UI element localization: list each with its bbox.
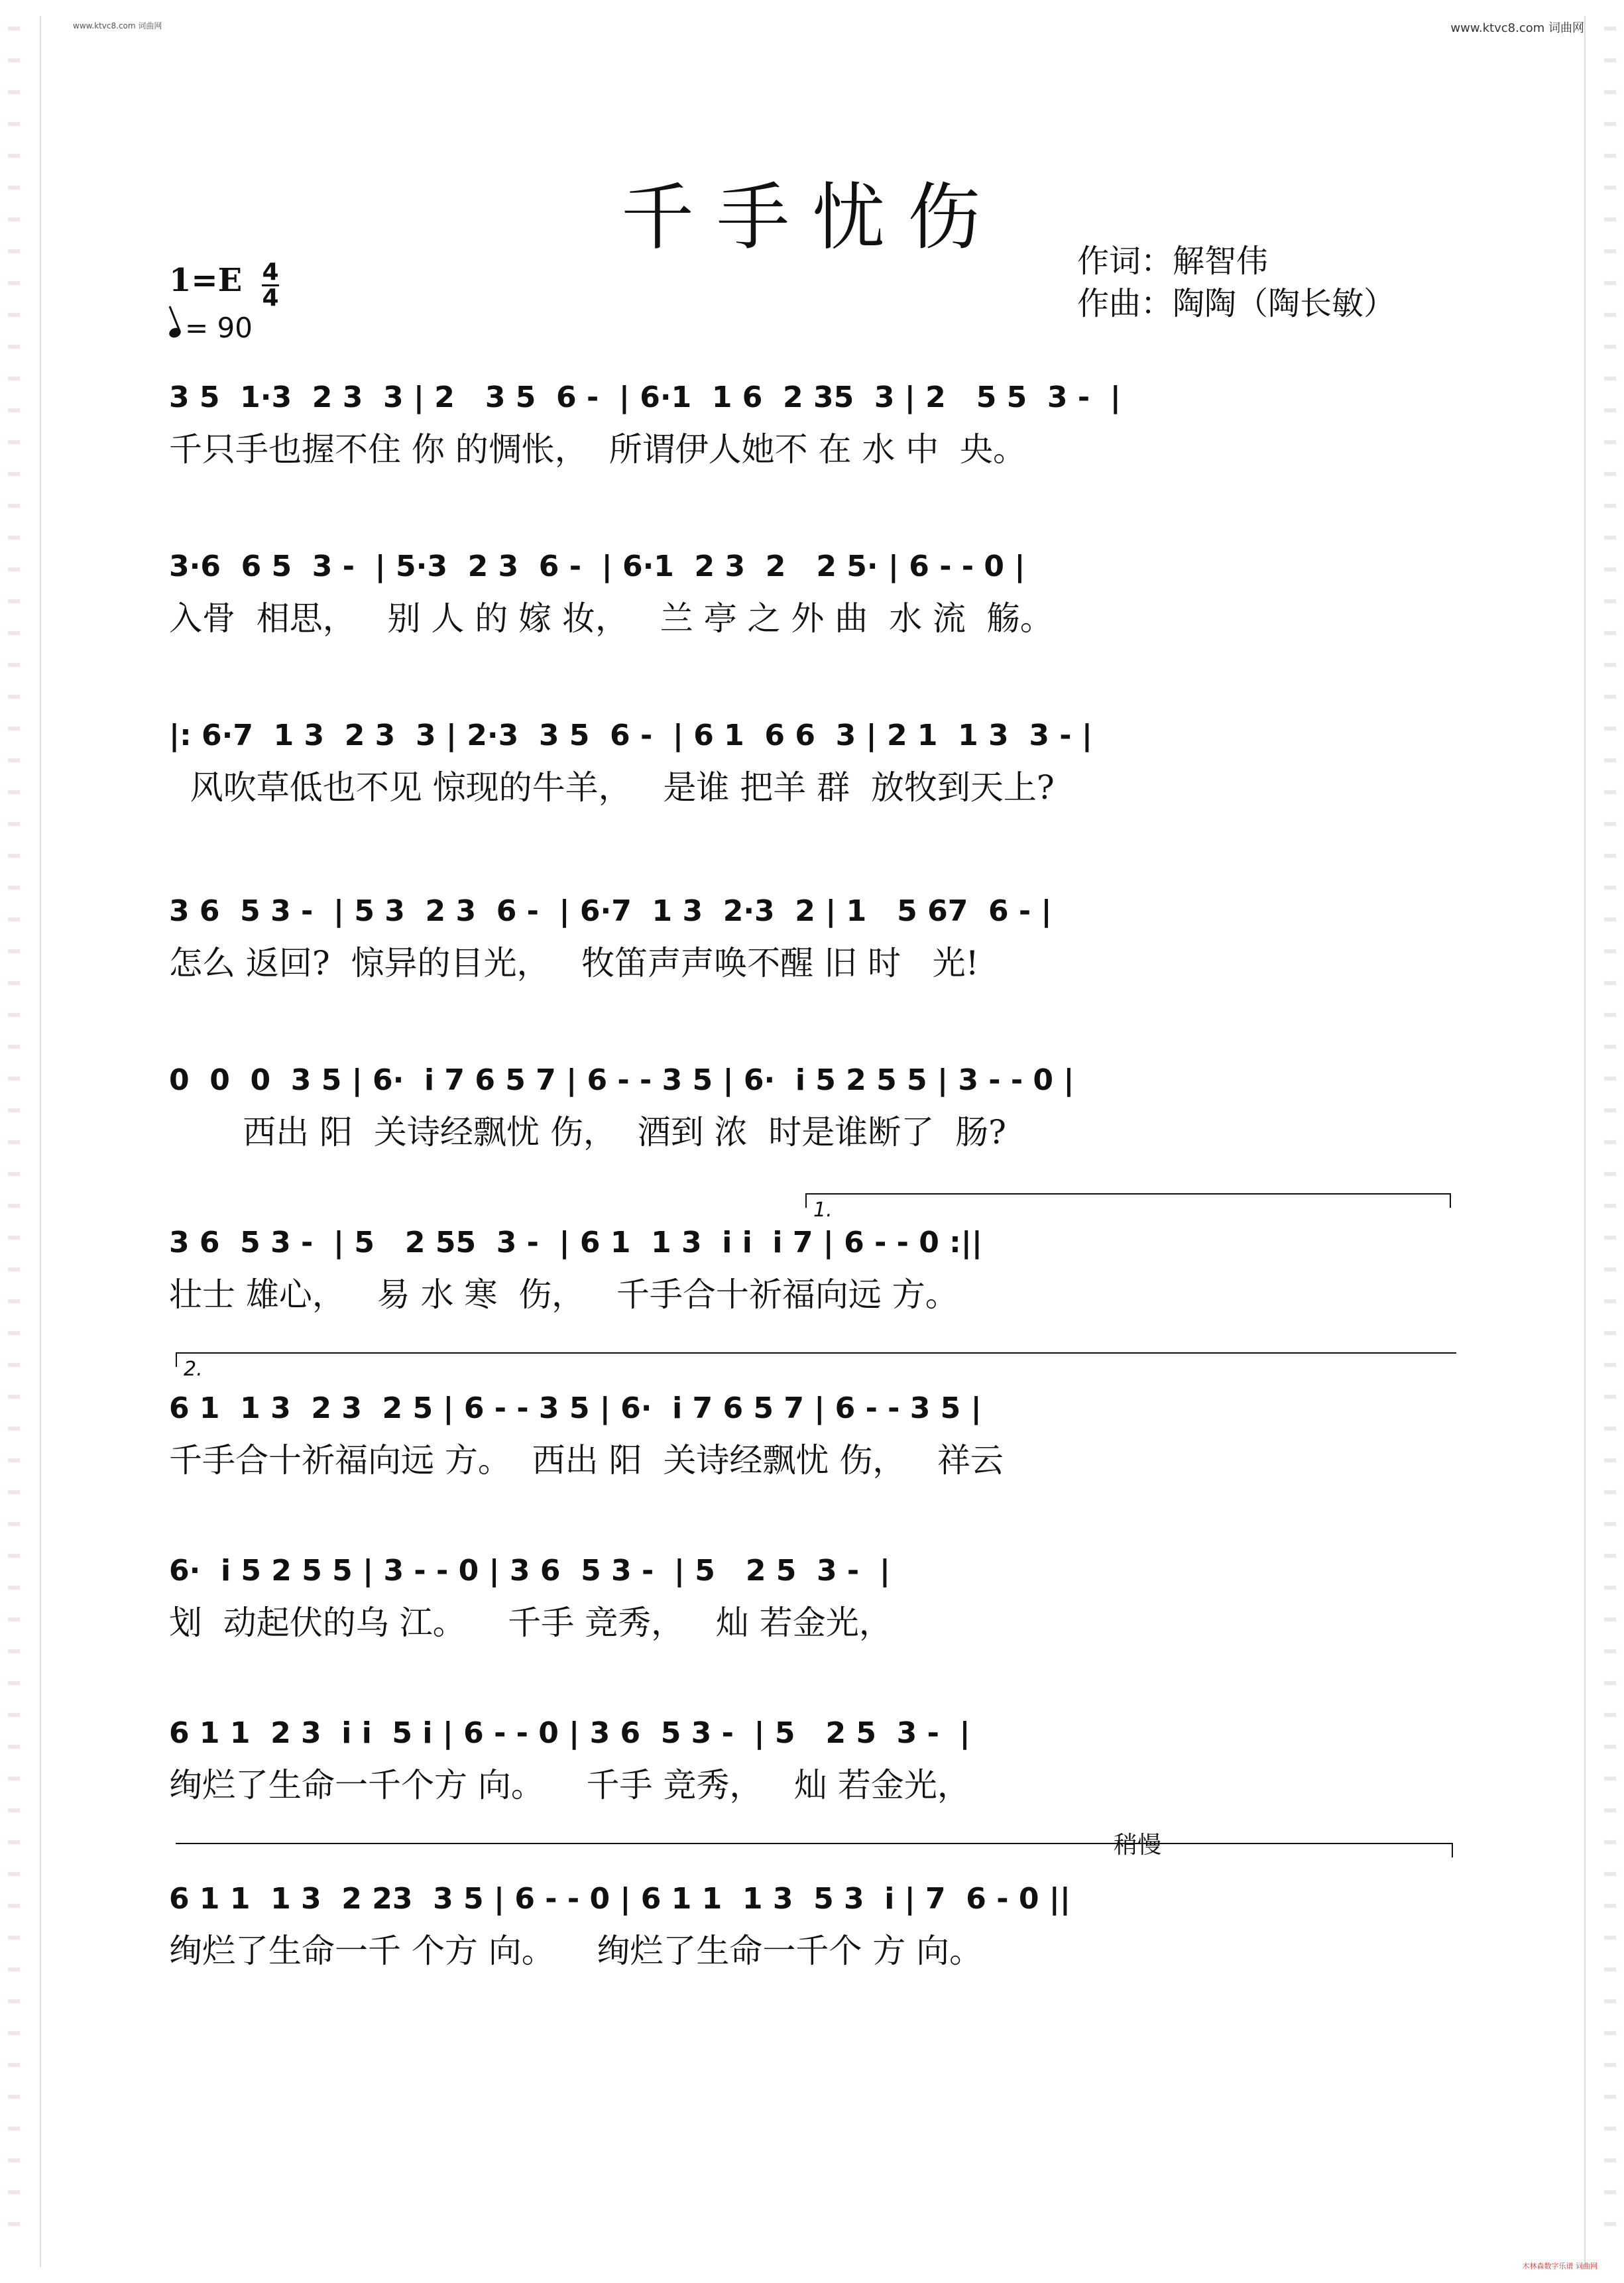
notation: 6· i 5 2 5 5 | 3 - - 0 | 3 6 5 3 - | 5 2 5 3 - | <box>169 1554 890 1588</box>
lyrics: 壮士 雄心， 易 水 寒 伤， 千手合十祈福向远 方。 <box>169 1275 958 1314</box>
first-ending-label: 1. <box>813 1199 833 1222</box>
staff-line-6 <box>169 1220 1462 1318</box>
notation: 3 6 5 3 - | 5 2 55 3 - | 6 1 1 3 i i i 7 | 6 - - 0 :|| <box>169 1226 982 1259</box>
watermark-top-left: www.ktvc8.com 词曲网 <box>73 21 162 30</box>
lyricist: 作词：解智伟 <box>1077 243 1269 280</box>
credits <box>1077 240 1395 325</box>
second-ending-bracket <box>176 1352 1456 1381</box>
notation: 6 1 1 2 3 i i 5 i | 6 - - 0 | 3 6 5 3 - | 5 2 5 3 - | <box>169 1716 970 1750</box>
notation: 6 1 1 3 2 3 2 5 | 6 - - 3 5 | 6· i 7 6 5 7 | 6 - - 3 5 | <box>169 1391 982 1425</box>
lyrics: 怎么 返回? 惊异的目光， 牧笛声声唤不醒 旧 时 光! <box>169 944 979 982</box>
staff-line-5 <box>169 1057 1462 1155</box>
tempo-marking-slower: 稍慢 <box>1114 1832 1162 1859</box>
song-title: 千手忧伤 <box>621 175 1003 260</box>
final-section-bracket <box>176 1843 1453 1857</box>
staff-line-10 <box>169 1876 1462 1974</box>
tempo <box>169 312 253 344</box>
notation: 0 0 0 3 5 | 6· i 7 6 5 7 | 6 - - 3 5 | 6· i 5 2 5 5 | 3 - - 0 | <box>169 1063 1074 1097</box>
time-signature <box>262 261 279 310</box>
time-den: 4 <box>262 284 279 312</box>
first-ending-bracket <box>805 1193 1451 1222</box>
left-watermark-strip <box>8 27 20 2254</box>
lyrics: 绚烂了生命一千个方 向。 千手 竞秀， 灿 若金光， <box>169 1766 970 1804</box>
notation: 3 5 1·3 2 3 3 | 2 3 5 6 - | 6·1 1 6 2 35 3 | 2 5 5 3 - | <box>169 380 1121 414</box>
lyrics: 西出 阳 关诗经飘忧 伤， 酒到 浓 时是谁断了 肠? <box>169 1113 1006 1151</box>
lyrics: 风吹草低也不见 惊现的牛羊， 是谁 把羊 群 放牧到天上? <box>169 768 1055 807</box>
lyrics: 千手合十祈福向远 方。 西出 阳 关诗经飘忧 伤， 祥云 <box>169 1441 1004 1480</box>
lyrics: 绚烂了生命一千 个方 向。 绚烂了生命一千个 方 向。 <box>169 1932 983 1970</box>
staff-line-1 <box>169 375 1462 473</box>
notation: 6 1 1 1 3 2 23 3 5 | 6 - - 0 | 6 1 1 1 3 5 3 i | 7 6 - 0 || <box>169 1882 1071 1916</box>
time-num: 4 <box>262 259 279 286</box>
right-watermark-strip <box>1604 27 1616 2254</box>
quarter-note-icon <box>168 326 182 339</box>
second-ending-label: 2. <box>184 1358 203 1381</box>
key-signature: 1=E <box>169 262 243 299</box>
notation: 3 6 5 3 - | 5 3 2 3 6 - | 6·7 1 3 2·3 2 | 1 5 67 6 - | <box>169 894 1052 928</box>
staff-line-9 <box>169 1710 1462 1808</box>
staff-line-2 <box>169 544 1462 642</box>
lyrics: 划 动起伏的乌 江。 千手 竞秀， 灿 若金光， <box>169 1604 892 1642</box>
watermark-top-right: www.ktvc8.com 词曲网 <box>1450 21 1584 35</box>
tempo-value: = 90 <box>185 312 253 344</box>
notation: |: 6·7 1 3 2 3 3 | 2·3 3 5 6 - | 6 1 6 6 3 | 2 1 1 3 3 - | <box>169 719 1092 752</box>
staff-line-7 <box>169 1385 1462 1484</box>
notation: 3·6 6 5 3 - | 5·3 2 3 6 - | 6·1 2 3 2 2 5· | 6 - - 0 | <box>169 550 1025 583</box>
watermark-footer: 木林森数字乐谱 词曲网 <box>1522 2262 1597 2270</box>
staff-line-8 <box>169 1548 1462 1646</box>
lyrics: 千只手也握不住 你 的惆怅， 所谓伊人她不 在 水 中 央。 <box>169 430 1027 469</box>
staff-line-3 <box>169 713 1462 811</box>
composer: 作曲：陶陶（陶长敏） <box>1077 285 1396 322</box>
lyrics: 入骨 相思， 别 人 的 嫁 妆， 兰 亭 之 外 曲 水 流 觞。 <box>169 599 1053 638</box>
staff-line-4 <box>169 888 1462 986</box>
